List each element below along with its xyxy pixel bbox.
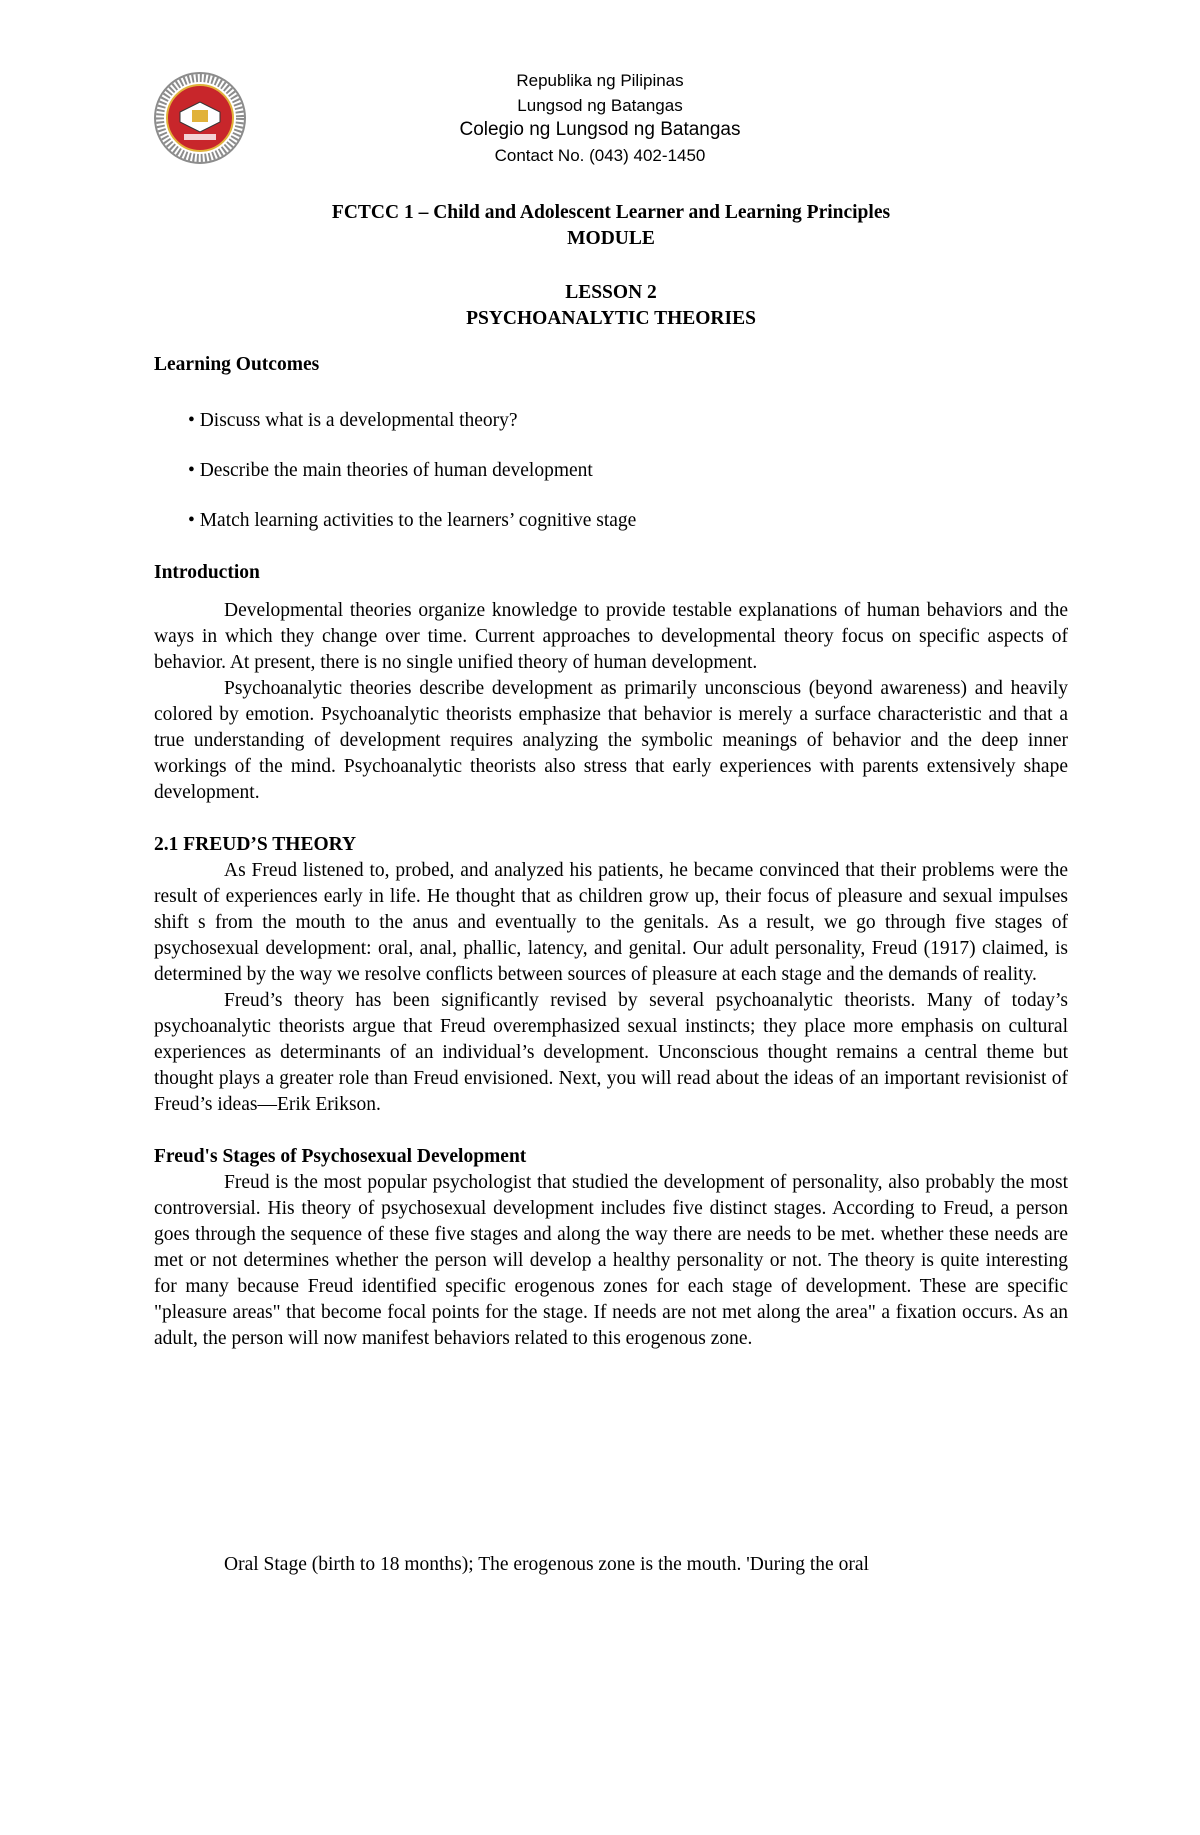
stages-paragraph-1: Freud is the most popular psychologist that studied the development of personality, also probably the most controversial. His theory of psychosexual development includes five distinct stages. According to Freud, a person goes through the sequence of these five stages and along the way there are needs to be met. whether these needs are met or not determines whether the person will develop a healthy personality or not. The theory is quite interesting for many because Freud identified specific erogenous zones for each stage of development. These are specific "pleasure areas" that become focal points for the stage. If needs are not met along the area" a fixation occurs. As an adult, the person will now manifest behaviors related to this erogenous zone. (154, 1172, 1068, 1349)
header-city: Lungsod ng Batangas (517, 96, 683, 115)
header-college: Colegio ng Lungsod ng Batangas (459, 119, 741, 140)
introduction-paragraph-1: Developmental theories organize knowledge to provide testable explanations of human behaviors and the ways in which they change over time. Current approaches to developmental theory focus on specific aspects of behavior. At present, there is no single unified theory of human development. (154, 600, 1068, 673)
freud-paragraph-2: Freud’s theory has been significantly revised by several psychoanalytic theorists. Many of today’s psychoanalytic theorists argue that Freud overemphasized sexual instincts; they place more emphasis on cultural experiences as determinants of an individual’s development. Unconscious thought remains a central theme but thought plays a greater role than Freud envisioned. Next, you will read about the ideas of an important revisionist of Freud’s ideas—Erik Erikson. (154, 990, 1068, 1115)
learning-outcomes-heading: Learning Outcomes (154, 354, 320, 375)
oral-stage-text: Oral Stage (birth to 18 months); The erogenous zone is the mouth. 'During the oral (224, 1554, 869, 1575)
introduction-paragraph-2: Psychoanalytic theories describe development as primarily unconscious (beyond awareness) and heavily colored by emotion. Psychoanalytic theorists emphasize that behavior is merely a surface characteristic and that a true understanding of development requires analyzing the symbolic meanings of behavior and the deep inner workings of the mind. Psychoanalytic theorists also stress that early experiences with parents extensively shape development. (154, 678, 1068, 803)
course-title: FCTCC 1 – Child and Adolescent Learner and Learning Principles (331, 202, 891, 223)
freud-paragraph-1: As Freud listened to, probed, and analyzed his patients, he became convinced that their problems were the result of experiences early in life. He thought that as children grow up, their focus of pleasure and sexual impulses shift s from the mouth to the anus and eventually to the genitals. As a result, we go through five stages of psychosexual development: oral, anal, phallic, latency, and genital. Our adult personality, Freud (1917) claimed, is determined by the way we resolve conflicts between sources of pleasure at each stage and the demands of reality. (154, 860, 1068, 985)
outcome-item: • Describe the main theories of human development (188, 460, 593, 481)
lesson-topic: PSYCHOANALYTIC THEORIES (466, 308, 756, 329)
outcome-item: • Discuss what is a developmental theory? (188, 410, 518, 431)
header-contact: Contact No. (043) 402-1450 (494, 146, 706, 165)
introduction-heading: Introduction (154, 562, 260, 583)
document-body (154, 198, 1068, 1578)
psychosexual-stages-heading: Freud's Stages of Psychosexual Development (154, 1146, 527, 1167)
outcome-item: • Match learning activities to the learners’ cognitive stage (188, 510, 637, 531)
header-republic: Republika ng Pilipinas (516, 71, 684, 90)
module-label: MODULE (567, 228, 655, 249)
freud-theory-heading: 2.1 FREUD’S THEORY (154, 834, 357, 855)
lesson-label: LESSON 2 (565, 282, 657, 303)
